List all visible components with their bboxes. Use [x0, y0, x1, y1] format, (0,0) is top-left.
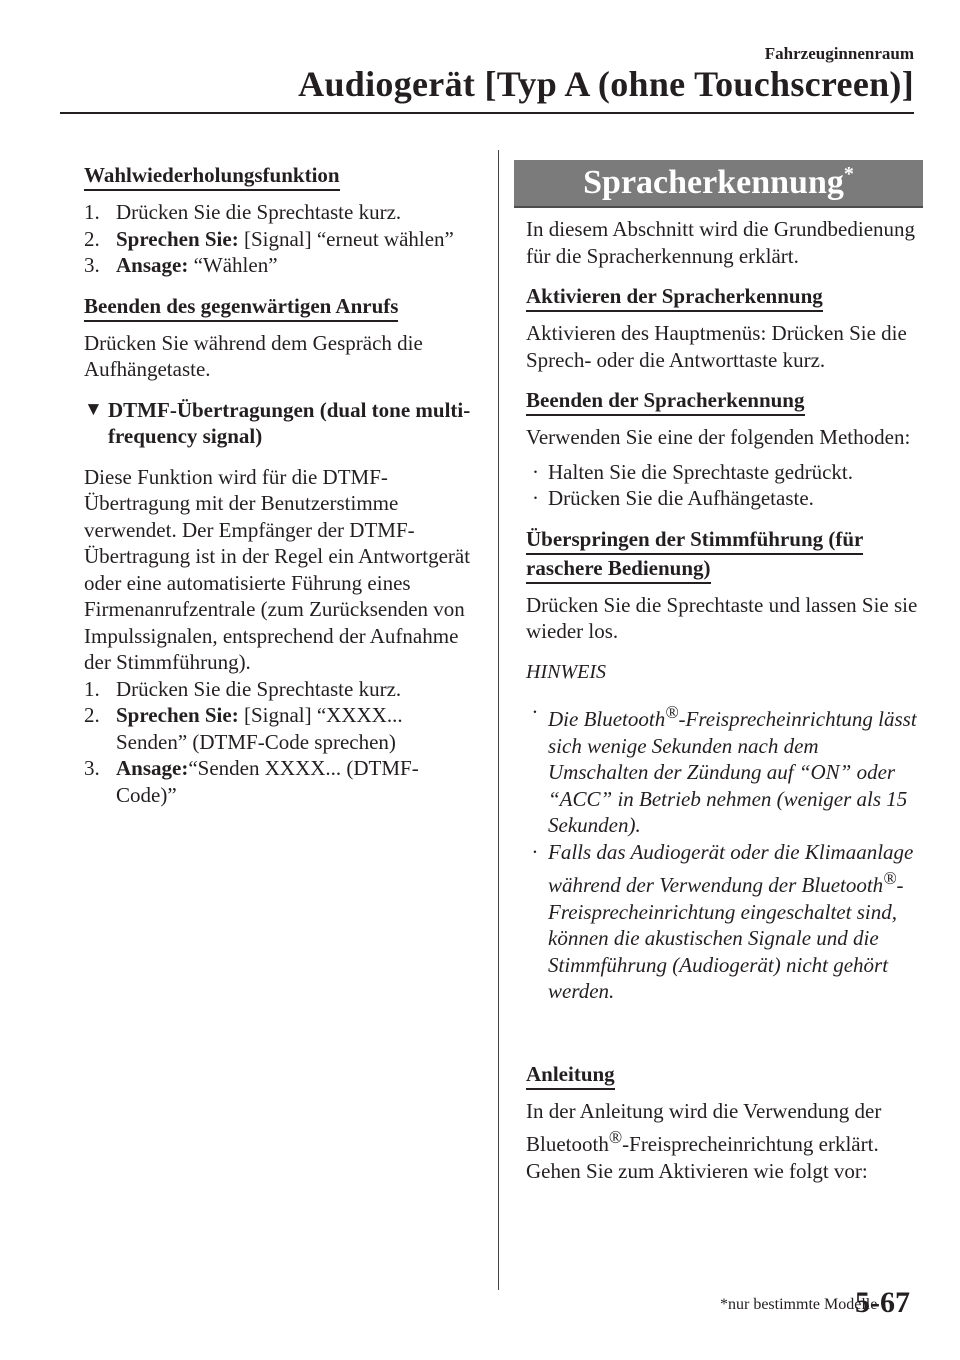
dtmf-step-2: 2. Sprechen Sie: [Signal] “XXXX... Senden” (DTMF-Code sprechen)	[84, 703, 403, 754]
skip-text: Drücken Sie die Sprechtaste und lassen Sie sie wieder los.	[526, 592, 918, 643]
page-number: 5-67	[855, 1286, 910, 1319]
end-bullet-1: · Halten Sie die Sprechtaste gedrückt.	[532, 459, 853, 484]
end-recognition-text: Verwenden Sie eine der folgenden Methoden:	[526, 425, 911, 449]
footnote: *nur bestimmte Modelle	[720, 1296, 878, 1313]
dtmf-step-1: 1. Drücken Sie die Sprechtaste kurz.	[84, 676, 402, 701]
section-banner: Spracherkennung*	[514, 160, 923, 208]
bullet-icon: ·	[532, 839, 538, 864]
bullet-icon: ·	[532, 459, 539, 484]
asterisk-mark: *	[843, 163, 854, 185]
column-divider	[498, 150, 499, 1290]
note-bullet-1: · Die Bluetooth®-Freisprecheinrichtung lässt sich wenige Sekunden nach dem Umschalten der Zündung auf “ON” oder “ACC” in Betrieb nehmen (weniger als 15 Sekunden).	[532, 700, 917, 837]
intro-text: In diesem Abschnitt wird die Grundbedienung für die Spracherkennung erklärt.	[526, 217, 916, 268]
page-title: Audiogerät [Typ A (ohne Touchscreen)]	[298, 64, 914, 104]
tutorial-heading: Anleitung	[526, 1062, 615, 1090]
end-call-heading: Beenden des gegenwärtigen Anrufs	[84, 294, 398, 322]
redial-heading: Wahlwiederholungsfunktion	[84, 163, 340, 191]
note-bullet-2: · Falls das Audiogerät oder die Klimaanlage während der Verwendung der Bluetooth®-Freisprecheinrichtung eingeschaltet sind, können die akustischen Signale und die Stimmführung (Audiogerät) nicht gehört werden.	[532, 839, 914, 1003]
tutorial-text: In der Anleitung wird die Verwendung der Bluetooth®-Freisprecheinrichtung erklärt. Gehen Sie zum Aktivieren wie folgt vor:	[526, 1098, 882, 1183]
activate-heading: Aktivieren der Spracherkennung	[526, 284, 823, 312]
skip-heading-line-1: Überspringen der Stimmführung (für	[526, 527, 863, 555]
skip-heading-line-2: raschere Bedienung)	[526, 556, 711, 584]
bullet-icon: ·	[532, 486, 539, 510]
note-label: HINWEIS	[526, 660, 606, 683]
section-label: Fahrzeuginnenraum	[764, 44, 914, 63]
bullet-icon: ·	[532, 700, 538, 724]
dtmf-heading: ▼ DTMF-Übertragungen (dual tone multi-frequency signal)	[84, 397, 471, 448]
redial-step-1: 1. Drücken Sie die Sprechtaste kurz.	[84, 200, 402, 224]
end-bullet-2: · Drücken Sie die Aufhängetaste.	[532, 486, 814, 510]
triangle-marker-icon: ▼	[84, 398, 103, 420]
dtmf-description: Diese Funktion wird für die DTMF-Übertragung mit der Benutzerstimme verwendet. Der Empfänger der DTMF-Übertragung ist in der Regel ein Antwortgerät oder eine automatisierte Führung eines Firmenanrufzentrale (zum Zurücksenden von Impulssignalen, entsprechend der Aufnahme der Stimmführung).	[84, 464, 471, 674]
activate-text: Aktivieren des Hauptmenüs: Drücken Sie die Sprech- oder die Antworttaste kurz.	[526, 321, 907, 372]
right-column	[526, 160, 921, 1184]
left-column	[84, 162, 476, 808]
redial-step-2: 2. Sprechen Sie: [Signal] “erneut wählen”	[84, 226, 454, 251]
header-rule	[60, 112, 914, 114]
end-call-text: Drücken Sie während dem Gespräch die Aufhängetaste.	[84, 330, 423, 381]
end-recognition-heading: Beenden der Spracherkennung	[526, 388, 805, 416]
dtmf-step-3: 3. Ansage:“Senden XXXX... (DTMF-Code)”	[84, 756, 419, 807]
redial-step-3: 3. Ansage: “Wählen”	[84, 253, 278, 277]
